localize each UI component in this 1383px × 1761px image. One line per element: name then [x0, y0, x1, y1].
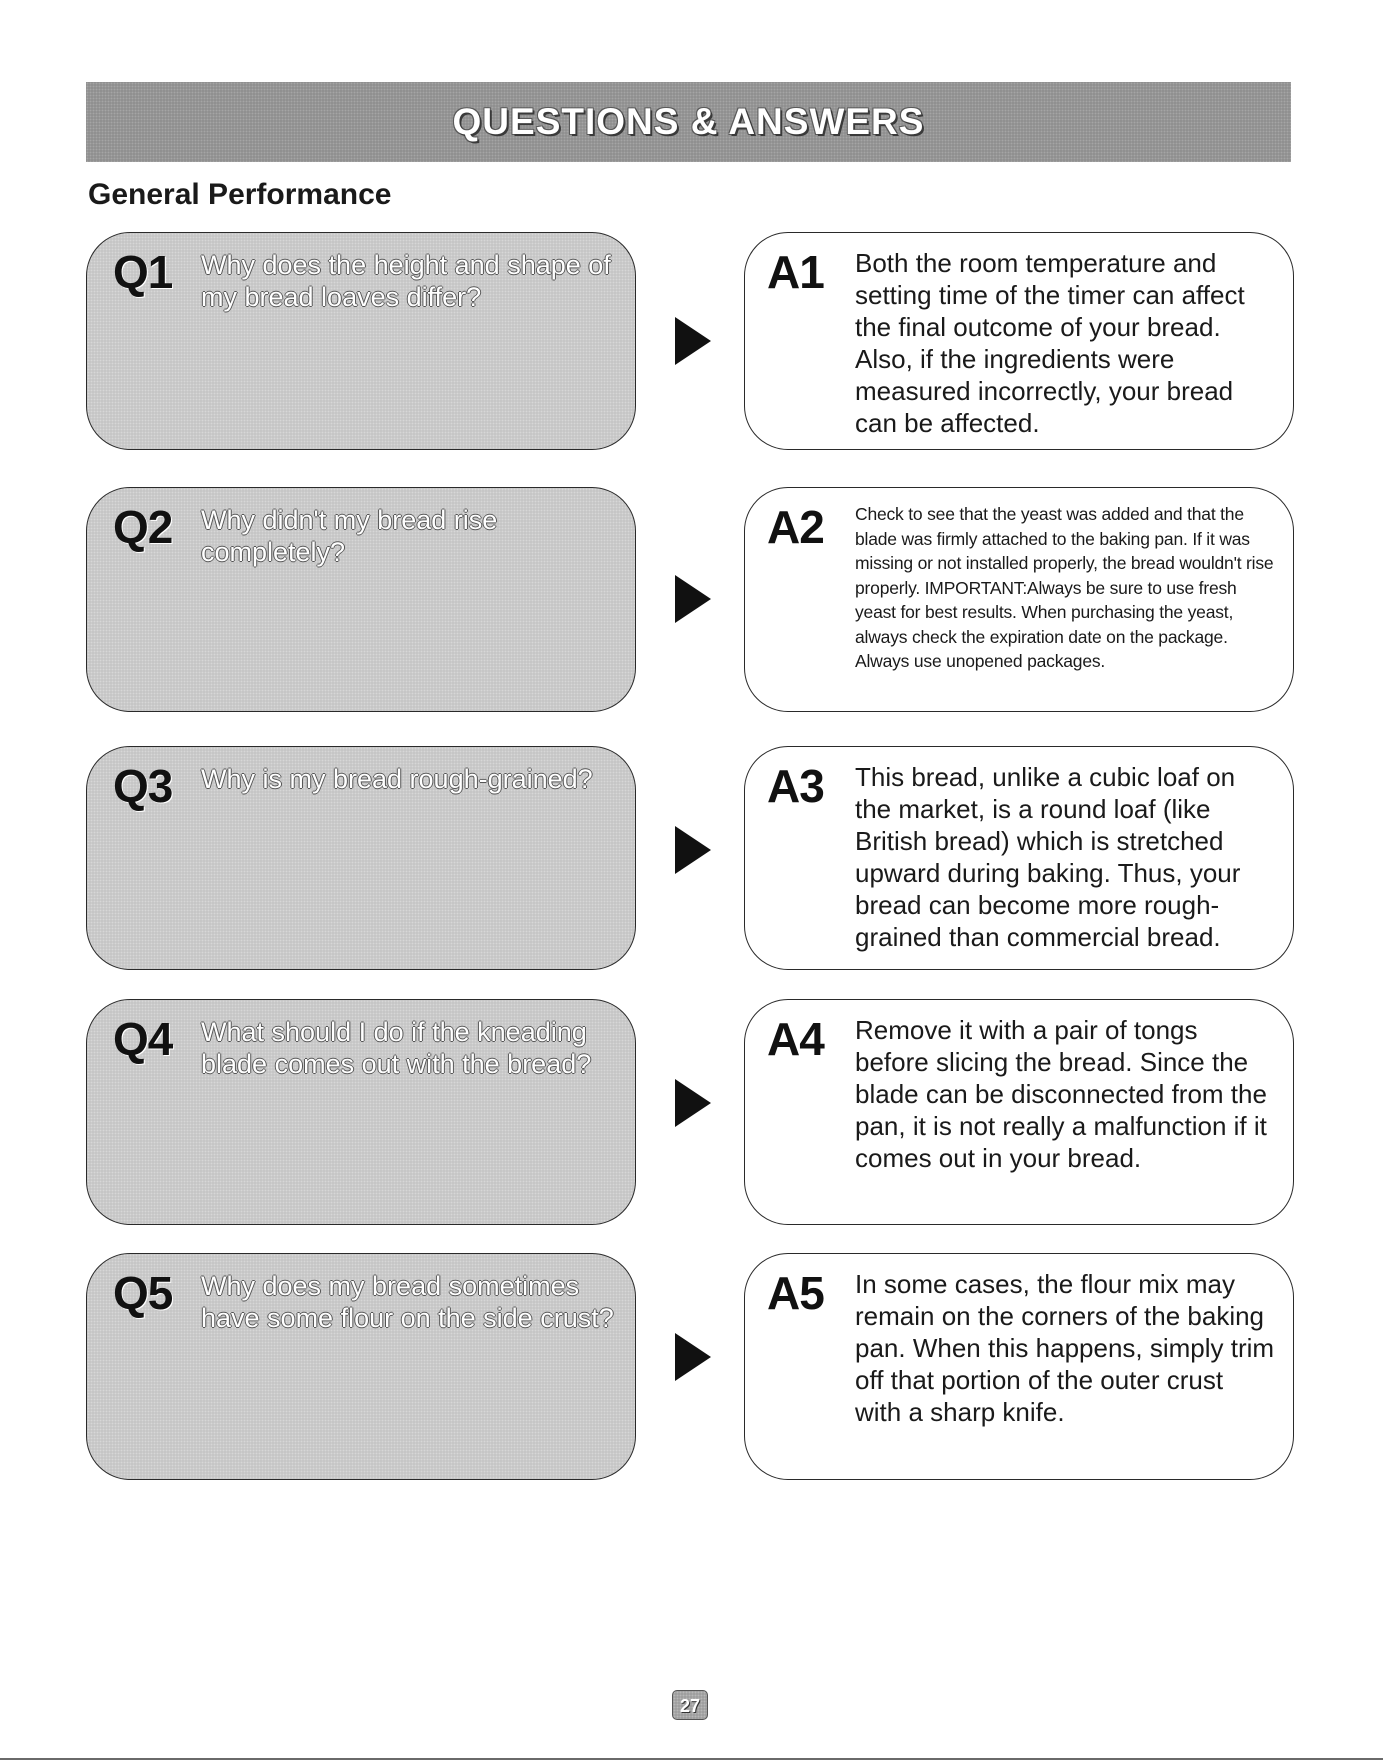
answer-box-3	[744, 746, 1294, 970]
arrow-right-icon	[675, 1333, 711, 1381]
answer-text: Both the room temperature and setting time of the timer can affect the final outcome of your bread. Also, if the ingredients were measured incorrectly, your bread can be affected.	[855, 248, 1245, 438]
answer-box-2	[744, 487, 1294, 712]
arrow-right-icon	[675, 317, 711, 365]
answer-label: A3	[767, 760, 824, 812]
answer-label: A1	[767, 246, 824, 298]
title-banner	[86, 82, 1291, 162]
question-text: Why didn't my bread rise completely?	[201, 505, 498, 567]
answer-text: Check to see that the yeast was added and that the blade was firmly attached to the baking pan. If it was missing or not installed properly, the bread wouldn't rise properly. IMPORTANT:Always be sure to use fresh yeast for best results. When purchasing the yeast, always check the expiration date on the package. Always use unopened packages.	[855, 504, 1274, 671]
question-label: Q5	[113, 1267, 173, 1319]
answer-text: In some cases, the flour mix may remain on the corners of the baking pan. When this happens, simply trim off that portion of the outer crust with a sharp knife.	[855, 1269, 1275, 1427]
question-text: Why does the height and shape of my bread loaves differ?	[201, 250, 611, 312]
answer-box-1	[744, 232, 1294, 450]
question-text: Why is my bread rough-grained?	[201, 764, 593, 794]
question-box-2	[86, 487, 636, 712]
question-text: Why does my bread sometimes have some flour on the side crust?	[201, 1271, 614, 1333]
question-text: What should I do if the kneading blade comes out with the bread?	[201, 1017, 592, 1079]
question-box-3	[86, 746, 636, 970]
page-title: QUESTIONS & ANSWERS	[452, 101, 925, 142]
question-label: Q1	[113, 246, 173, 298]
question-box-5	[86, 1253, 636, 1480]
question-label: Q4	[113, 1013, 173, 1065]
page-edge-divider	[0, 1758, 1383, 1760]
answer-text: This bread, unlike a cubic loaf on the market, is a round loaf (like British bread) which is stretched upward during baking. Thus, your bread can become more rough-grained than commercial bread.	[855, 762, 1241, 952]
question-box-4	[86, 999, 636, 1225]
page-number: 27	[672, 1690, 708, 1720]
answer-text: Remove it with a pair of tongs before slicing the bread. Since the blade can be disconnected from the pan, it is not really a malfunction if it comes out in your bread.	[855, 1015, 1267, 1173]
answer-box-4	[744, 999, 1294, 1225]
arrow-right-icon	[675, 575, 711, 623]
question-box-1	[86, 232, 636, 450]
arrow-right-icon	[675, 1079, 711, 1127]
answer-box-5	[744, 1253, 1294, 1480]
answer-label: A5	[767, 1267, 824, 1319]
question-label: Q2	[113, 501, 173, 553]
question-label: Q3	[113, 760, 173, 812]
arrow-right-icon	[675, 826, 711, 874]
answer-label: A2	[767, 501, 824, 553]
section-heading: General Performance	[88, 178, 392, 211]
answer-label: A4	[767, 1013, 824, 1065]
